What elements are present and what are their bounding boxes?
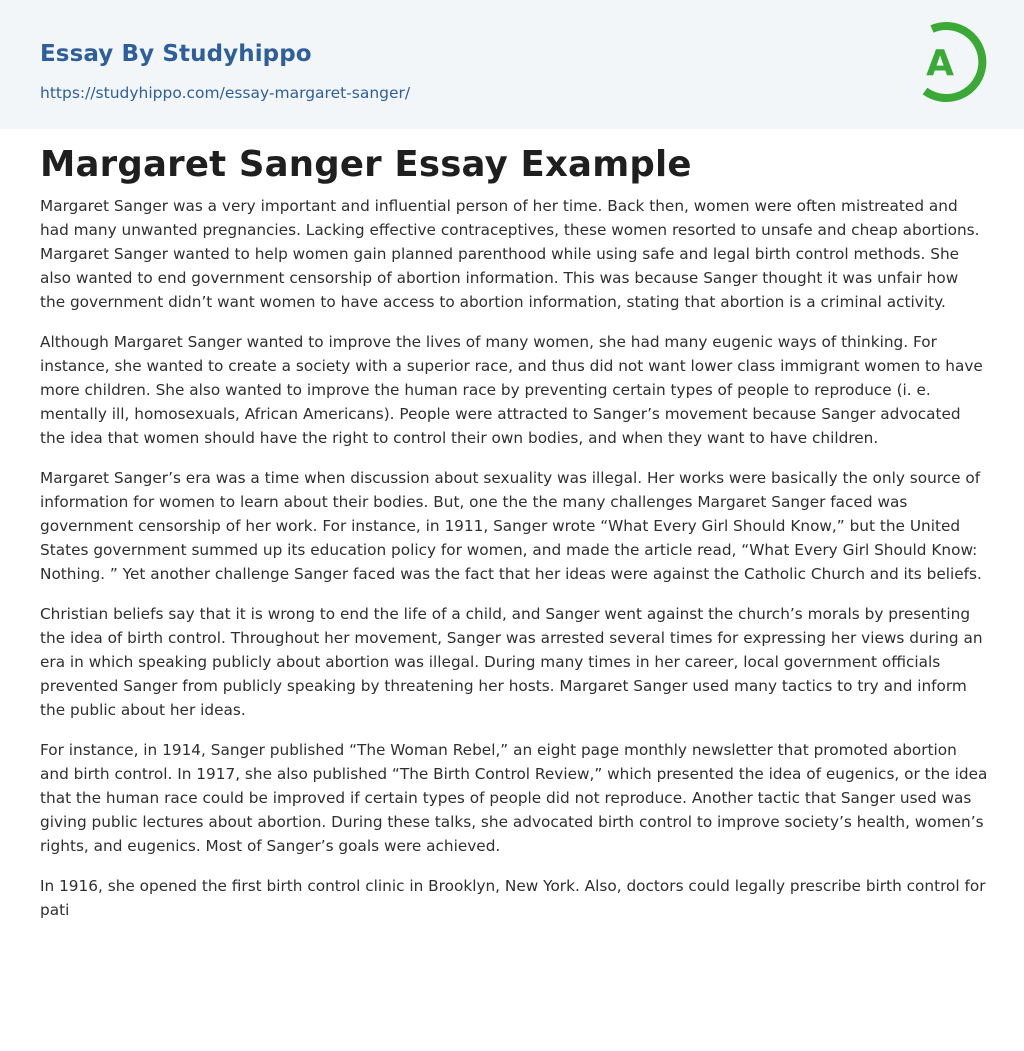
site-header [0,0,1024,129]
essay-paragraph: Although Margaret Sanger wanted to improve the lives of many women, she had many eugenic ways of thinking. For instance, she wanted to create a society with a superior race, and thus did not want lower class immigrant women to have more children. She also wanted to improve the human race by preventing certain types of people to reproduce (i. e. mentally ill, homosexuals, African Americans). People were attracted to Sanger’s movement because Sanger advocated the idea that women should have the right to control their own bodies, and when they want to have children. [40,333,983,447]
essay-paragraph: Margaret Sanger was a very important and influential person of her time. Back then, women were often mistreated and had many unwanted pregnancies. Lacking effective contraceptives, these women resorted to unsafe and cheap abortions. Margaret Sanger wanted to help women gain planned parenthood while using safe and legal birth control methods. She also wanted to end government censorship of abortion information. This was because Sanger thought it was unfair how the government didn’t want women to have access to abortion information, stating that abortion is a criminal activity. [40,197,980,311]
studyhippo-logo[interactable] [911,18,987,106]
logo-letter: A [926,43,954,84]
page-title: Margaret Sanger Essay Example [40,144,692,185]
essay-paragraph: For instance, in 1914, Sanger published “The Woman Rebel,” an eight page monthly newsletter that promoted abortion and birth control. In 1917, she also published “The Birth Control Review,” which presented the idea of eugenics, or the idea that the human race could be improved if certain types of people did not reproduce. Another tactic that Sanger used was giving public lectures about abortion. During these talks, she advocated birth control to improve society’s health, women’s rights, and eugenics. Most of Sanger’s goals were achieved. [40,741,988,855]
essay-paragraph: Christian beliefs say that it is wrong to end the life of a child, and Sanger went against the church’s morals by presenting the idea of birth control. Throughout her movement, Sanger was arrested several times for expressing her views during an era in which speaking publicly about abortion was illegal. During many times in her career, local government officials prevented Sanger from publicly speaking by threatening her hosts. Margaret Sanger used many tactics to try and inform the public about her ideas. [40,605,983,719]
essay-url-link[interactable]: https://studyhippo.com/essay-margaret-sanger/ [40,84,411,102]
essay-paragraph: In 1916, she opened the first birth control clinic in Brooklyn, New York. Also, doctors could legally prescribe birth control for pati [40,877,986,919]
logo-ring-icon [911,18,987,106]
essay-paragraph: Margaret Sanger’s era was a time when discussion about sexuality was illegal. Her works were basically the only source of information for women to learn about their bodies. But, one the the many challenges Margaret Sanger faced was government censorship of her work. For instance, in 1911, Sanger wrote “What Every Girl Should Know,” but the United States government summed up its education policy for women, and made the article read, “What Every Girl Should Know: Nothing. ” Yet another challenge Sanger faced was the fact that her ideas were against the Catholic Church and its beliefs. [40,469,982,583]
essay-body [40,194,988,938]
brand-title[interactable]: Essay By Studyhippo [40,41,312,67]
